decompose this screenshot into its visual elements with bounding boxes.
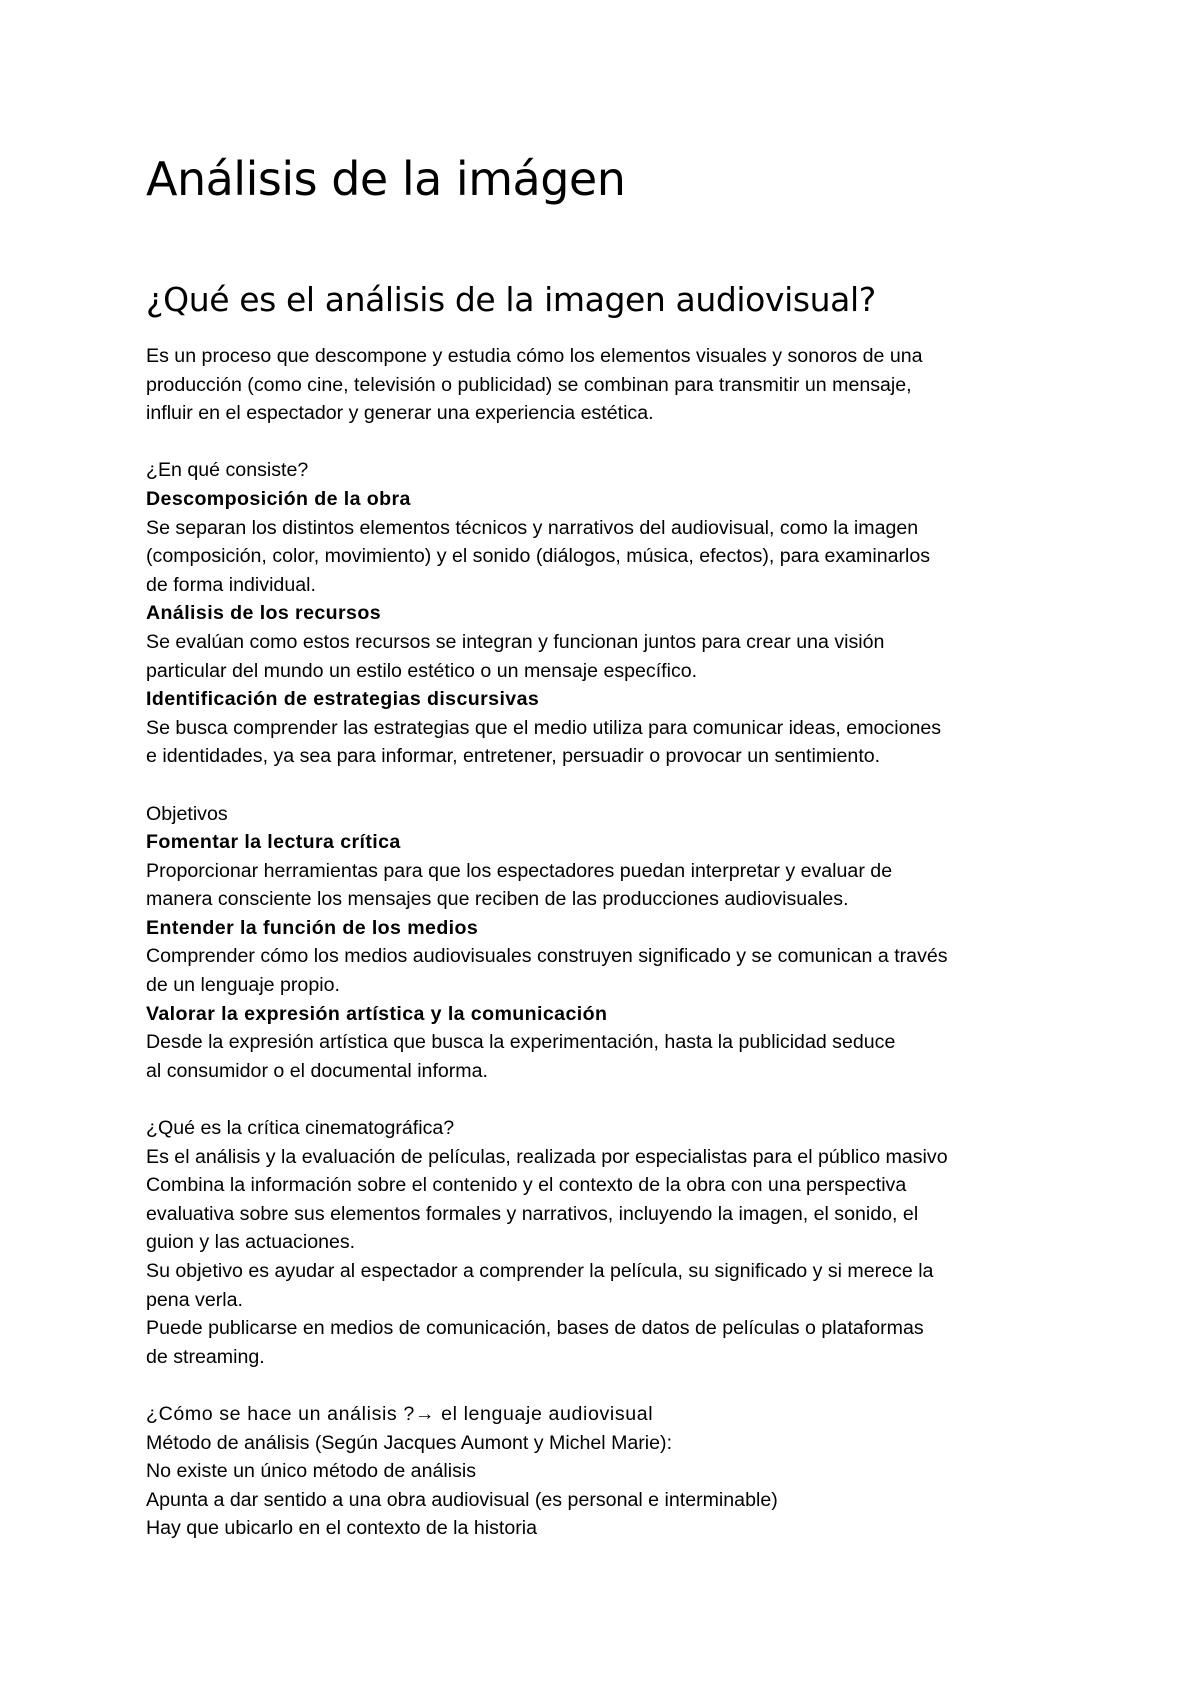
bold-heading-line: Entender la función de los medios [146, 916, 479, 939]
text-line: pena verla. [146, 1288, 243, 1311]
blank-line [146, 1085, 1070, 1114]
text-line: de forma individual. [146, 573, 316, 596]
section-heading: ¿Qué es el análisis de la imagen audiovisual? [146, 280, 876, 319]
text-line: de streaming. [146, 1345, 265, 1368]
bold-heading-line: Descomposición de la obra [146, 487, 411, 510]
blank-line [146, 1371, 1070, 1400]
text-line: Hay que ubicarlo en el contexto de la historia [146, 1517, 538, 1540]
text-line: (composición, color, movimiento) y el sonido (diálogos, música, efectos), para examinarlos [146, 545, 931, 568]
blank-line [146, 771, 1070, 800]
text-line: e identidades, ya sea para informar, entretener, persuadir o provocar un sentimiento. [146, 745, 881, 768]
text-line: de un lenguaje propio. [146, 974, 340, 997]
text-line: Comprender cómo los medios audiovisuales construyen significado y se comunican a través [146, 945, 948, 968]
text-line: ¿Cómo se hace un análisis ?→ el lenguaje audiovisual [146, 1402, 654, 1425]
page-title: Análisis de la imágen [146, 152, 626, 206]
text-line: influir en el espectador y generar una experiencia estética. [146, 402, 654, 425]
document-body [146, 342, 1070, 1543]
text-line: al consumidor o el documental informa. [146, 1059, 488, 1082]
text-line: Se separan los distintos elementos técnicos y narrativos del audiovisual, como la imagen [146, 516, 919, 539]
text-line: No existe un único método de análisis [146, 1460, 477, 1483]
bold-heading-line: Valorar la expresión artística y la comunicación [146, 1002, 608, 1025]
blank-line [146, 428, 1070, 457]
text-line: particular del mundo un estilo estético o un mensaje específico. [146, 659, 698, 682]
text-line: Combina la información sobre el contenido y el contexto de la obra con una perspectiva [146, 1174, 907, 1197]
text-line: producción (como cine, televisión o publicidad) se combinan para transmitir un mensaje, [146, 373, 912, 396]
text-line: Método de análisis (Según Jacques Aumont y Michel Marie): [146, 1431, 673, 1454]
text-line: Se evalúan como estos recursos se integran y funcionan juntos para crear una visión [146, 630, 885, 653]
text-line: ¿En qué consiste? [146, 459, 309, 482]
bold-heading-line: Fomentar la lectura crítica [146, 831, 401, 854]
bold-heading-line: Identificación de estrategias discursivas [146, 688, 540, 711]
text-line: ¿Qué es la crítica cinematográfica? [146, 1117, 455, 1140]
text-line: Puede publicarse en medios de comunicación, bases de datos de películas o plataformas [146, 1317, 924, 1340]
text-line: evaluativa sobre sus elementos formales y narrativos, incluyendo la imagen, el sonido, el [146, 1202, 919, 1225]
text-line: Es el análisis y la evaluación de películas, realizada por especialistas para el público masivo [146, 1145, 948, 1168]
text-line: Proporcionar herramientas para que los espectadores puedan interpretar y evaluar de [146, 859, 893, 882]
text-line: guion y las actuaciones. [146, 1231, 356, 1254]
text-line: Su objetivo es ayudar al espectador a comprender la película, su significado y si merece la [146, 1260, 934, 1282]
text-line: Es un proceso que descompone y estudia cómo los elementos visuales y sonoros de una [146, 345, 923, 367]
text-line: Objetivos [146, 802, 228, 825]
bold-heading-line: Análisis de los recursos [146, 602, 382, 625]
text-line: manera consciente los mensajes que reciben de las producciones audiovisuales. [146, 888, 849, 911]
text-line: Se busca comprender las estrategias que el medio utiliza para comunicar ideas, emociones [146, 716, 942, 739]
text-line: Apunta a dar sentido a una obra audiovisual (es personal e interminable) [146, 1488, 778, 1511]
text-line: Desde la expresión artística que busca la experimentación, hasta la publicidad seduce [146, 1031, 896, 1054]
